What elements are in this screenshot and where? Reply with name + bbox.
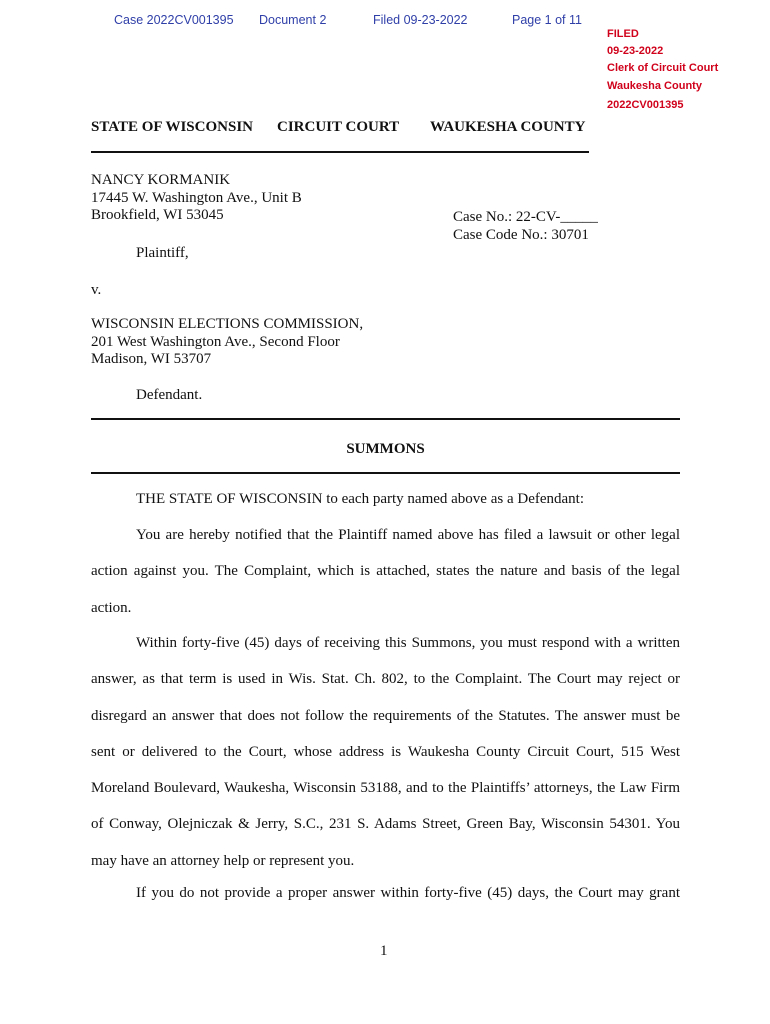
plaintiff-address-line1: 17445 W. Washington Ave., Unit B [91,190,302,206]
stamp-filed: FILED [607,28,639,40]
body-paragraph-notice [91,517,680,626]
header-case-number: Case 2022CV001395 [114,13,234,27]
body-paragraph-default-text: If you do not provide a proper answer within forty-five (45) days, the Court may grant [136,885,680,901]
stamp-case-number: 2022CV001395 [607,98,684,111]
stamp-clerk: Clerk of Circuit Court [607,62,719,75]
stamp-county: Waukesha County [607,79,702,92]
caption-court: CIRCUIT COURT [277,119,400,135]
plaintiff-name: NANCY KORMANIK [91,172,231,188]
caption-rule [91,151,589,153]
defendant-address-line1: 201 West Washington Ave., Second Floor [91,334,340,350]
plaintiff-role: Plaintiff, [136,245,189,261]
header-document: Document 2 [259,13,327,27]
defendant-name: WISCONSIN ELECTIONS COMMISSION, [91,316,364,332]
defendant-role: Defendant. [136,387,203,403]
header-filed-date: Filed 09-23-2022 [373,13,468,27]
title-rule [91,472,680,474]
plaintiff-address-line2: Brookfield, WI 53045 [91,207,224,223]
caption-state: STATE OF WISCONSIN [91,119,253,135]
caption-bottom-rule [91,418,680,420]
body-paragraph-default [91,875,680,911]
body-paragraph-notice-text: You are hereby notified that the Plaintiff named above has filed a lawsuit or other legal action against you. The Complaint, which is attached, states the nature and basis of the legal action. [91,527,680,616]
body-paragraph-answer-text: Within forty-five (45) days of receiving this Summons, you must respond with a written answer, as that term is used in Wis. Stat. Ch. 802, to the Complaint. The Court may reject or disregard an answer that does not follow the requirements of the Statutes. The answer must be sent or delivered to the Court, whose address is Waukesha County Circuit Court, 515 West Moreland Boulevard, Waukesha, Wisconsin 53188, and to the Plaintiffs’ attorneys, the Law Firm of Conway, Olejniczak & Jerry, S.C., 231 S. Adams Street, Green Bay, Wisconsin 54301. You may have an attorney help or represent you. [91,635,680,869]
defendant-address-line2: Madison, WI 53707 [91,351,212,367]
header-page-count: Page 1 of 11 [512,13,582,27]
case-code: Case Code No.: 30701 [453,227,589,243]
stamp-date: 09-23-2022 [607,45,664,58]
case-number: Case No.: 22-CV-_____ [453,209,598,225]
document-title: SUMMONS [346,441,425,457]
body-paragraph-answer [91,625,680,879]
versus: v. [91,282,102,298]
body-address-line: THE STATE OF WISCONSIN to each party named above as a Defendant: [136,491,584,507]
page-number: 1 [380,943,388,959]
filing-stamp [607,26,718,114]
caption-county: WAUKESHA COUNTY [430,119,586,135]
